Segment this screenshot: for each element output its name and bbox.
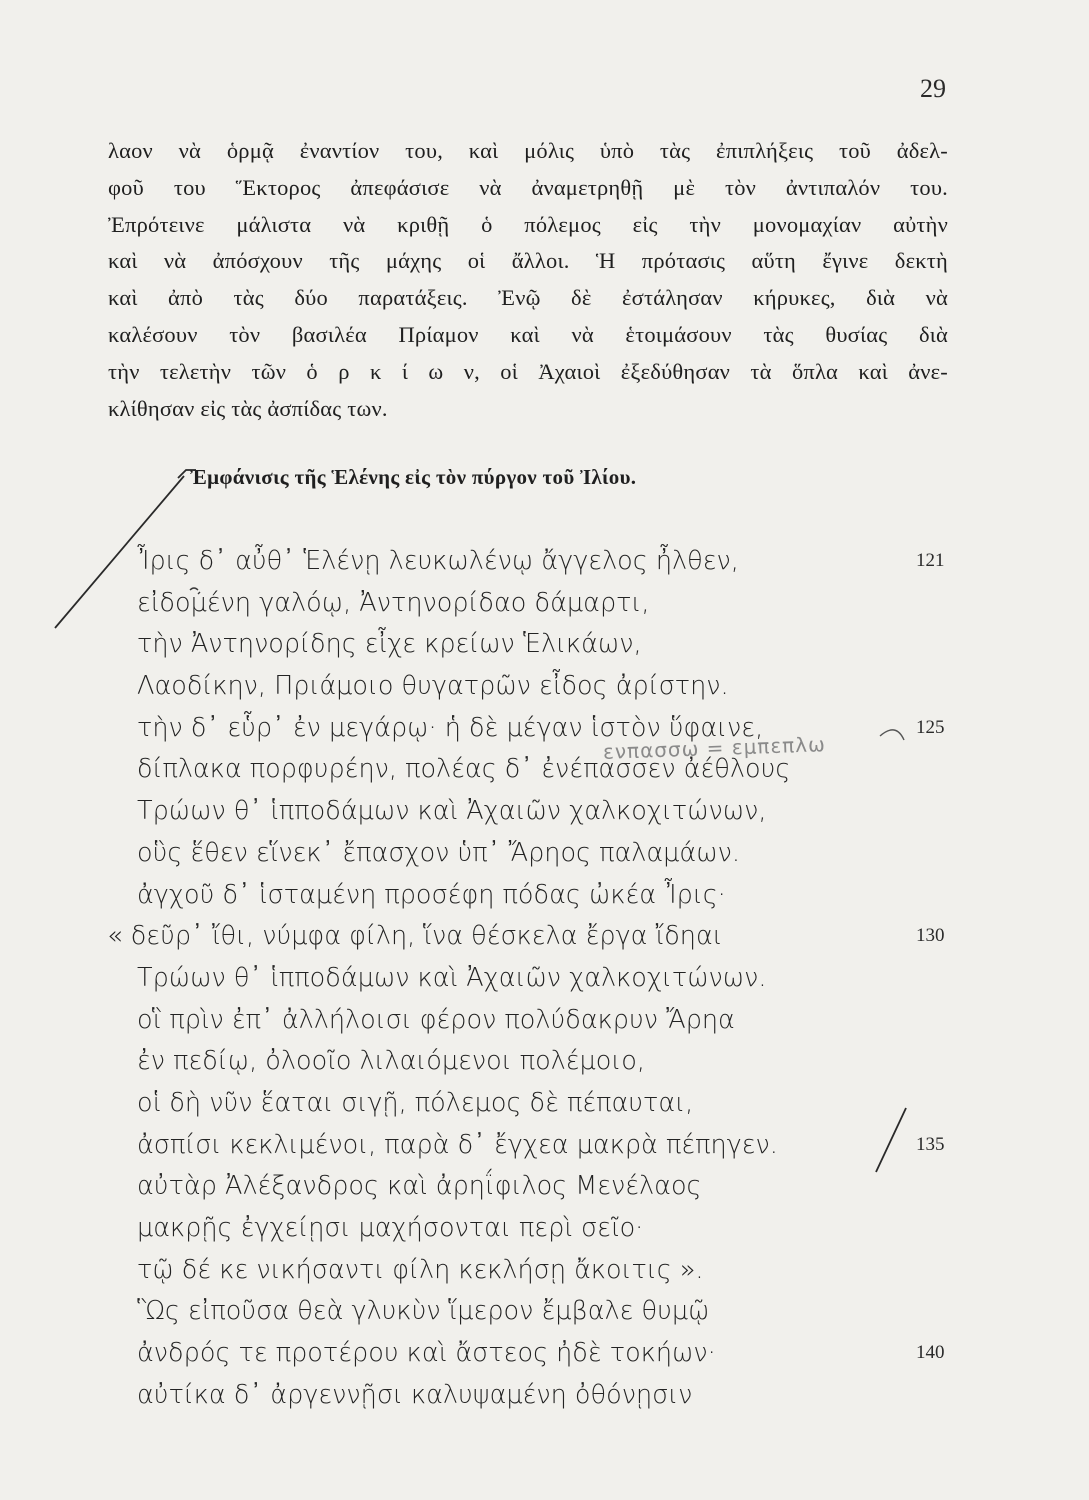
verse-line — [0, 1380, 1089, 1422]
prose-line: καὶ νὰ ἀπόσχουν τῆς μάχης οἱ ἄλλοι. Ἡ πρότασις αὕτη ἔγινε δεκτὴ — [108, 248, 948, 274]
verse-line — [0, 754, 1089, 796]
verse-line — [0, 880, 1089, 922]
verse-text: Τρώων θ᾽ ἱπποδάμων καὶ Ἀχαιῶν χαλκοχιτώνων. — [137, 962, 767, 993]
verse-line — [0, 629, 1089, 671]
verse-text: δίπλακα πορφυρέην, πολέας δ᾽ ἐνέπασσεν ἀέθλους — [137, 754, 791, 785]
verse-line — [0, 671, 1089, 713]
verse-text: τὴν δ᾽ εὗρ᾽ ἐν μεγάρῳ· ἡ δὲ μέγαν ἱστὸν ὕφαινε, — [137, 712, 764, 743]
verse-line — [0, 838, 1089, 880]
verse-text: ἐν πεδίῳ, ὀλοοῖο λιλαιόμενοι πολέμοιο, — [137, 1046, 645, 1077]
verse-text: Ὣς εἰποῦσα θεὰ γλυκὺν ἵμερον ἔμβαλε θυμῷ — [137, 1296, 710, 1327]
verse-line — [0, 1255, 1089, 1297]
verse-text: « δεῦρ᾽ ἴθι, νύμφα φίλη, ἵνα θέσκελα ἔργα ἴδηαι — [107, 921, 723, 952]
prose-line: φοῦ του Ἕκτορος ἀπεφάσισε νὰ ἀναμετρηθῇ μὲ τὸν ἀντιπαλόν του. — [108, 174, 948, 200]
verse-line — [0, 713, 1089, 755]
line-number: 140 — [916, 1342, 945, 1364]
verse-text: μακρῇς ἐγχείῃσι μαχήσονται περὶ σεῖο· — [137, 1213, 644, 1243]
verse-text: αὐτίκα δ᾽ ἀργεννῇσι καλυψαμένη ὀθόνῃσιν — [137, 1379, 693, 1410]
prose-line: τὴν τελετὴν τῶν ὁ ρ κ ί ω ν, οἱ Ἀχαιοὶ ἐξεδύθησαν τὰ ὅπλα καὶ ἀνε- — [108, 358, 948, 384]
section-heading: Ἐμφάνισις τῆς Ἑλένης εἰς τὸν πύργον τοῦ Ἰλίου. — [190, 465, 637, 489]
prose-line: καὶ ἀπὸ τὰς δύο παρατάξεις. Ἐνῷ δὲ ἐστάλησαν κήρυκες, διὰ νὰ — [108, 285, 948, 311]
prose-paragraph — [108, 133, 948, 427]
verse-text: τῷ δέ κε νικήσαντι φίλη κεκλήσῃ ἄκοιτις ». — [137, 1254, 704, 1285]
verse-line — [0, 1296, 1089, 1338]
verse-text: Τρώων θ᾽ ἱπποδάμων καὶ Ἀχαιῶν χαλκοχιτώνων, — [137, 796, 767, 827]
verse-text: τὴν Ἀντηνορίδης εἶχε κρείων Ἑλικάων, — [137, 629, 642, 660]
verse-text: ἀγχοῦ δ᾽ ἱσταμένη προσέφη πόδας ὠκέα Ἶρις· — [137, 879, 726, 910]
verse-line — [0, 1338, 1089, 1380]
verse-line — [0, 1088, 1089, 1130]
verse-line — [0, 1046, 1089, 1088]
verse-text: οὓς ἕθεν εἵνεκ᾽ ἔπασχον ὑπ᾽ Ἄρηος παλαμάων. — [137, 837, 740, 868]
verse-text: ἀσπίσι κεκλιμένοι, παρὰ δ᾽ ἔγχεα μακρὰ πέπηγεν. — [137, 1129, 778, 1160]
verse-line — [0, 1005, 1089, 1047]
verse-text: ἀνδρός τε προτέρου καὶ ἄστεος ἠδὲ τοκήων· — [137, 1338, 716, 1369]
handwritten-note: ενπασσω = εμπεπλω — [602, 732, 827, 764]
verse-line — [0, 921, 1089, 963]
verse-line — [0, 1213, 1089, 1255]
verse-line — [0, 546, 1089, 588]
prose-line: Ἐπρότεινε μάλιστα νὰ κριθῇ ὁ πόλεμος εἰς τὴν μονομαχίαν αὐτὴν — [108, 211, 948, 237]
verse-line — [0, 963, 1089, 1005]
prose-line: λαον νὰ ὁρμᾷ ἐναντίον του, καὶ μόλις ὑπὸ τὰς ἐπιπλήξεις τοῦ ἀδελ- — [108, 138, 948, 163]
verse-text: Ἶρις δ᾽ αὖθ᾽ Ἑλένῃ λευκωλένῳ ἄγγελος ἦλθεν, — [137, 546, 739, 576]
page-number: 29 — [920, 74, 946, 103]
verse-text: αὐτὰρ Ἀλέξανδρος καὶ ἀρηΐφιλος Μενέλαος — [137, 1171, 702, 1202]
line-number: 135 — [916, 1133, 945, 1155]
verse-text: εἰδομένη γαλόῳ, Ἀντηνορίδαο δάμαρτι, — [137, 587, 650, 618]
line-number: 125 — [916, 716, 945, 738]
prose-line: κλίθησαν εἰς τὰς ἀσπίδας των. — [108, 395, 388, 421]
verse-line — [0, 1171, 1089, 1213]
line-number: 130 — [916, 925, 945, 947]
verse-line — [0, 588, 1089, 630]
prose-line: καλέσουν τὸν βασιλέα Πρίαμον καὶ νὰ ἑτοιμάσουν τὰς θυσίας διὰ — [108, 321, 948, 347]
verse-line — [0, 796, 1089, 838]
verse-text: Λαοδίκην, Πριάμοιο θυγατρῶν εἶδος ἀρίστην. — [137, 671, 729, 702]
verse-text: οἳ πρὶν ἐπ᾽ ἀλλήλοισι φέρον πολύδακρυν Ἄρηα — [137, 1004, 735, 1035]
line-number: 121 — [916, 550, 945, 571]
verse-text: οἱ δὴ νῦν ἕαται σιγῇ, πόλεμος δὲ πέπαυται, — [137, 1087, 694, 1118]
verse-line — [0, 1130, 1089, 1172]
verse-block — [0, 546, 1089, 1421]
